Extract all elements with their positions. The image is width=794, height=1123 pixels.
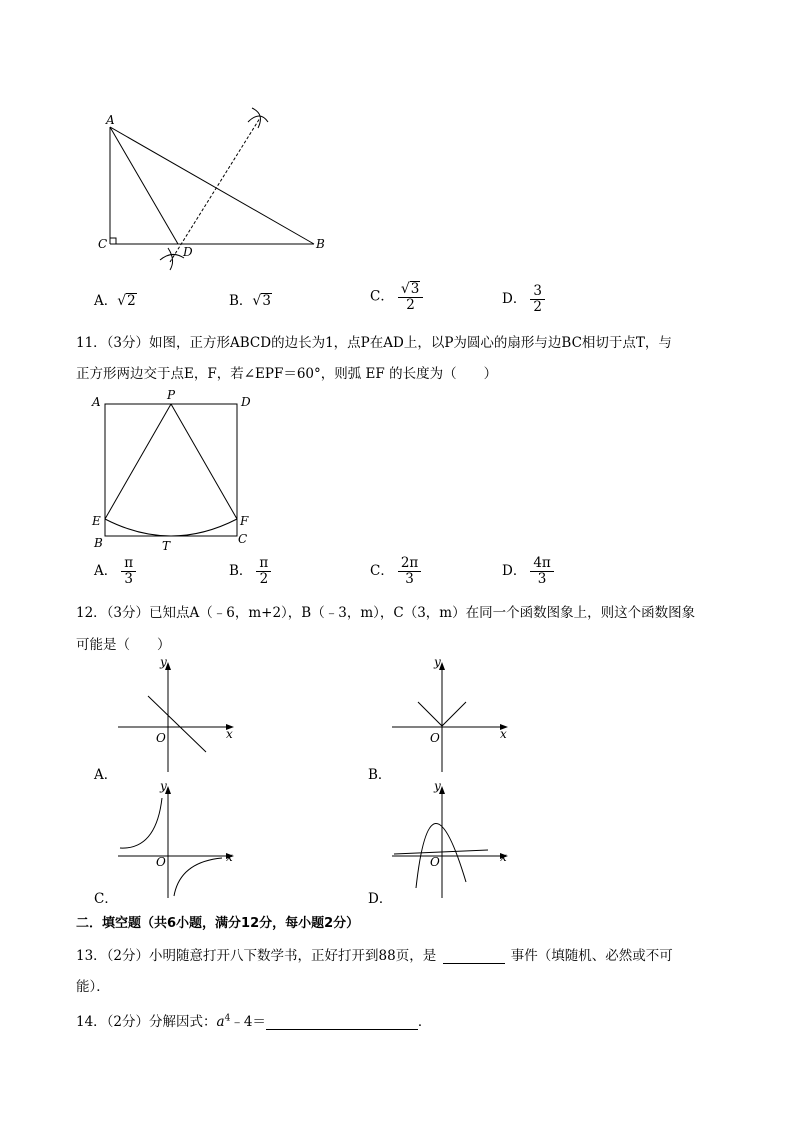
right-angle-mark	[110, 238, 116, 244]
axis-label-x: x	[226, 850, 233, 864]
axis-label-x: x	[500, 850, 507, 864]
origin-label: O	[156, 731, 166, 745]
q10-option-b[interactable]: B．√3	[229, 293, 271, 309]
label-c: C	[98, 237, 108, 251]
q11-stem-line1: 11．（3分）如图，正方形ABCD的边长为1，点P在AD上，以P为圆心的扇形与边BC相切于点T，与	[76, 335, 672, 351]
hyperbola-left	[120, 798, 162, 848]
origin-label: O	[430, 855, 440, 869]
square-abcd	[105, 404, 237, 536]
label-t: T	[162, 539, 171, 553]
origin-label: O	[430, 731, 440, 745]
q13-stem-line2: 能）．	[76, 979, 110, 995]
section2-heading: 二．填空题（共6小题，满分12分，每小题2分）	[76, 916, 360, 931]
segment-pf	[171, 404, 237, 519]
label-b: B	[94, 536, 103, 550]
arc-mark-bottom-2	[168, 248, 173, 270]
q12-option-c[interactable]: C．	[94, 891, 118, 907]
q13-stem-line1: 13．（2分）小明随意打开八下数学书，正好打开到88页，是 事件（填随机、必然或不可	[76, 948, 673, 964]
q14-stem: 14．（2分）分解因式：$a^4﹣4=$ ．	[76, 1013, 432, 1030]
horizontal-line	[394, 850, 488, 854]
origin-label: O	[156, 855, 166, 869]
q12-graph-b	[384, 652, 514, 774]
q12-graph-c	[110, 776, 240, 900]
q11-option-b[interactable]: B． $\frac{\pi}{2}$	[229, 556, 271, 587]
label-b: B	[316, 237, 325, 251]
q12-graph-a	[110, 652, 240, 774]
hyperbola-right	[174, 858, 222, 896]
label-d: D	[241, 395, 251, 409]
label-a: A	[92, 395, 101, 409]
q12-graph-d	[384, 776, 514, 900]
edge-ad	[110, 127, 178, 244]
axis-label-y: y	[434, 779, 441, 793]
perpendicular-bisector	[170, 118, 260, 262]
q12-option-a[interactable]: A．	[94, 767, 118, 783]
label-d: D	[183, 245, 193, 259]
q12-option-d[interactable]: D．	[368, 891, 393, 907]
label-a: A	[106, 113, 115, 127]
label-p: P	[167, 388, 176, 402]
q10-triangle-figure	[90, 100, 340, 275]
axis-label-y: y	[160, 779, 167, 793]
label-c: C	[238, 532, 248, 546]
axis-label-y: y	[434, 655, 441, 669]
label-f: F	[240, 514, 249, 528]
q10-option-d[interactable]: D． $\frac{3}{2}$	[502, 284, 545, 315]
q11-option-a[interactable]: A． $\frac{\pi}{3}$	[94, 556, 136, 587]
axis-label-x: x	[226, 727, 233, 741]
label-e: E	[92, 514, 101, 528]
q11-square-figure	[88, 386, 258, 556]
q11-option-c[interactable]: C． $\frac{2\pi}{3}$	[370, 556, 421, 587]
q12-stem-line1: 12．（3分）已知点A（﹣6，m+2），B（﹣3，m），C（3，m）在同一个函数图象上，则这个函数图象	[76, 605, 696, 621]
q10-option-a[interactable]: A．√2	[94, 293, 136, 309]
q13-answer-blank[interactable]	[443, 948, 505, 964]
q12-option-b[interactable]: B．	[368, 767, 392, 783]
edge-ab	[110, 127, 314, 244]
arc-ef	[105, 519, 237, 536]
axis-label-x: x	[500, 727, 507, 741]
q14-answer-blank[interactable]	[266, 1014, 418, 1030]
q10-option-c[interactable]: C． $\frac{√3}{2}$	[370, 281, 423, 313]
q11-stem-line2: 正方形两边交于点E，F，若∠EPF＝60°，则弧 EF 的长度为（ ）	[76, 366, 498, 382]
q12-stem-line2: 可能是（ ）	[76, 637, 171, 653]
segment-pe	[105, 404, 171, 519]
axis-label-y: y	[160, 655, 167, 669]
q11-option-d[interactable]: D． $\frac{4\pi}{3}$	[502, 556, 554, 587]
